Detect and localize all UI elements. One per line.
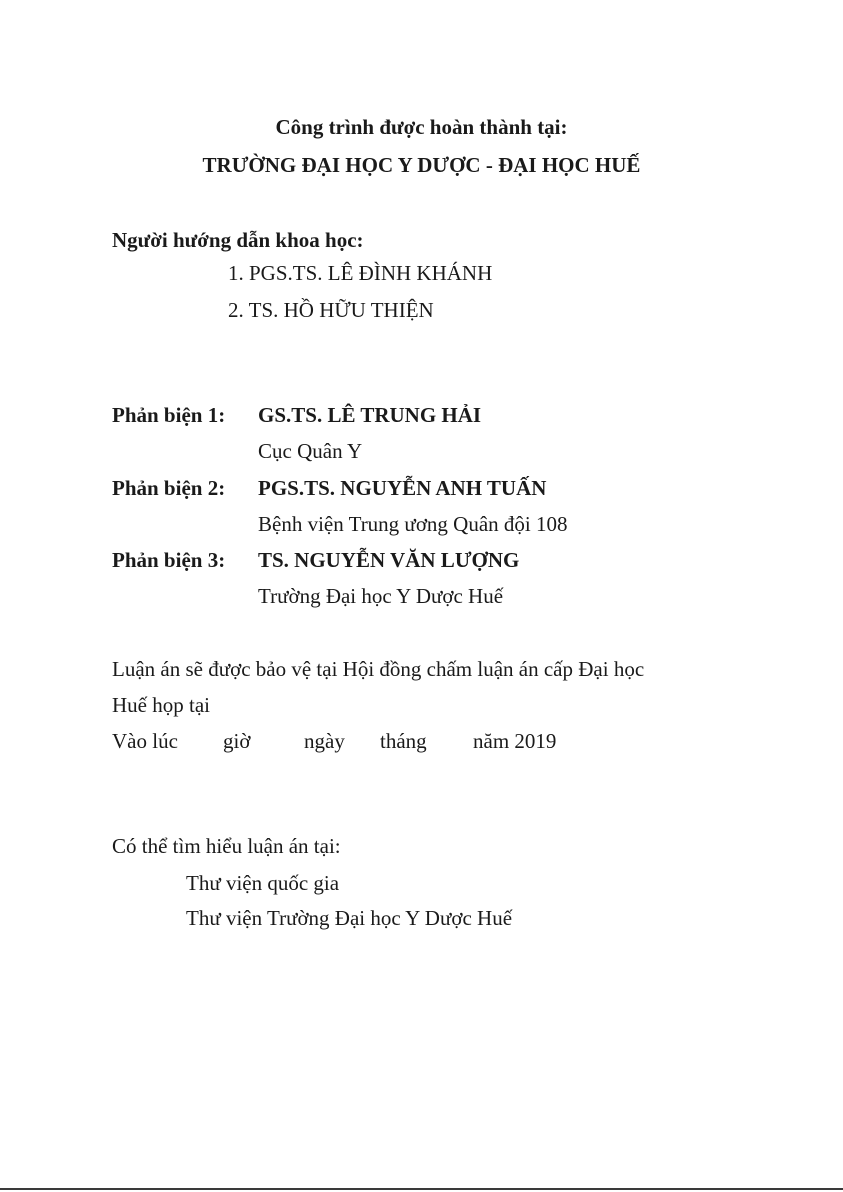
advisors-title: Người hướng dẫn khoa học:: [112, 228, 364, 252]
reviewer-organization: Trường Đại học Y Dược Huế: [258, 584, 504, 608]
library-title: Có thể tìm hiểu luận án tại:: [112, 834, 341, 858]
institution-heading: TRƯỜNG ĐẠI HỌC Y DƯỢC - ĐẠI HỌC HUẾ: [202, 153, 641, 177]
advisor-item: 1. PGS.TS. LÊ ĐÌNH KHÁNH: [228, 261, 493, 285]
library-item: Thư viện quốc gia: [186, 871, 340, 895]
time-part: ngày: [304, 729, 345, 753]
reviewer-label: Phản biện 3:: [112, 548, 226, 572]
time-part: Vào lúc: [112, 729, 178, 753]
time-part: năm 2019: [473, 729, 557, 753]
reviewer-name: GS.TS. LÊ TRUNG HẢI: [258, 403, 482, 427]
defense-statement: Luận án sẽ được bảo vệ tại Hội đồng chấm luận án cấp Đại học: [112, 657, 645, 681]
reviewer-label: Phản biện 1:: [112, 403, 226, 427]
defense-location: Huế họp tại: [112, 693, 210, 717]
reviewer-name: PGS.TS. NGUYỄN ANH TUẤN: [258, 476, 547, 500]
reviewer-organization: Cục Quân Y: [258, 439, 363, 463]
library-item: Thư viện Trường Đại học Y Dược Huế: [186, 906, 513, 930]
advisor-item: 2. TS. HỒ HỮU THIỆN: [228, 298, 434, 322]
reviewer-label: Phản biện 2:: [112, 476, 226, 500]
reviewer-organization: Bệnh viện Trung ương Quân đội 108: [258, 512, 568, 536]
reviewer-name: TS. NGUYỄN VĂN LƯỢNG: [258, 548, 520, 572]
time-part: giờ: [223, 729, 251, 753]
completion-heading: Công trình được hoàn thành tại:: [275, 115, 568, 139]
time-part: tháng: [380, 729, 427, 753]
bottom-rule: [0, 1188, 843, 1190]
